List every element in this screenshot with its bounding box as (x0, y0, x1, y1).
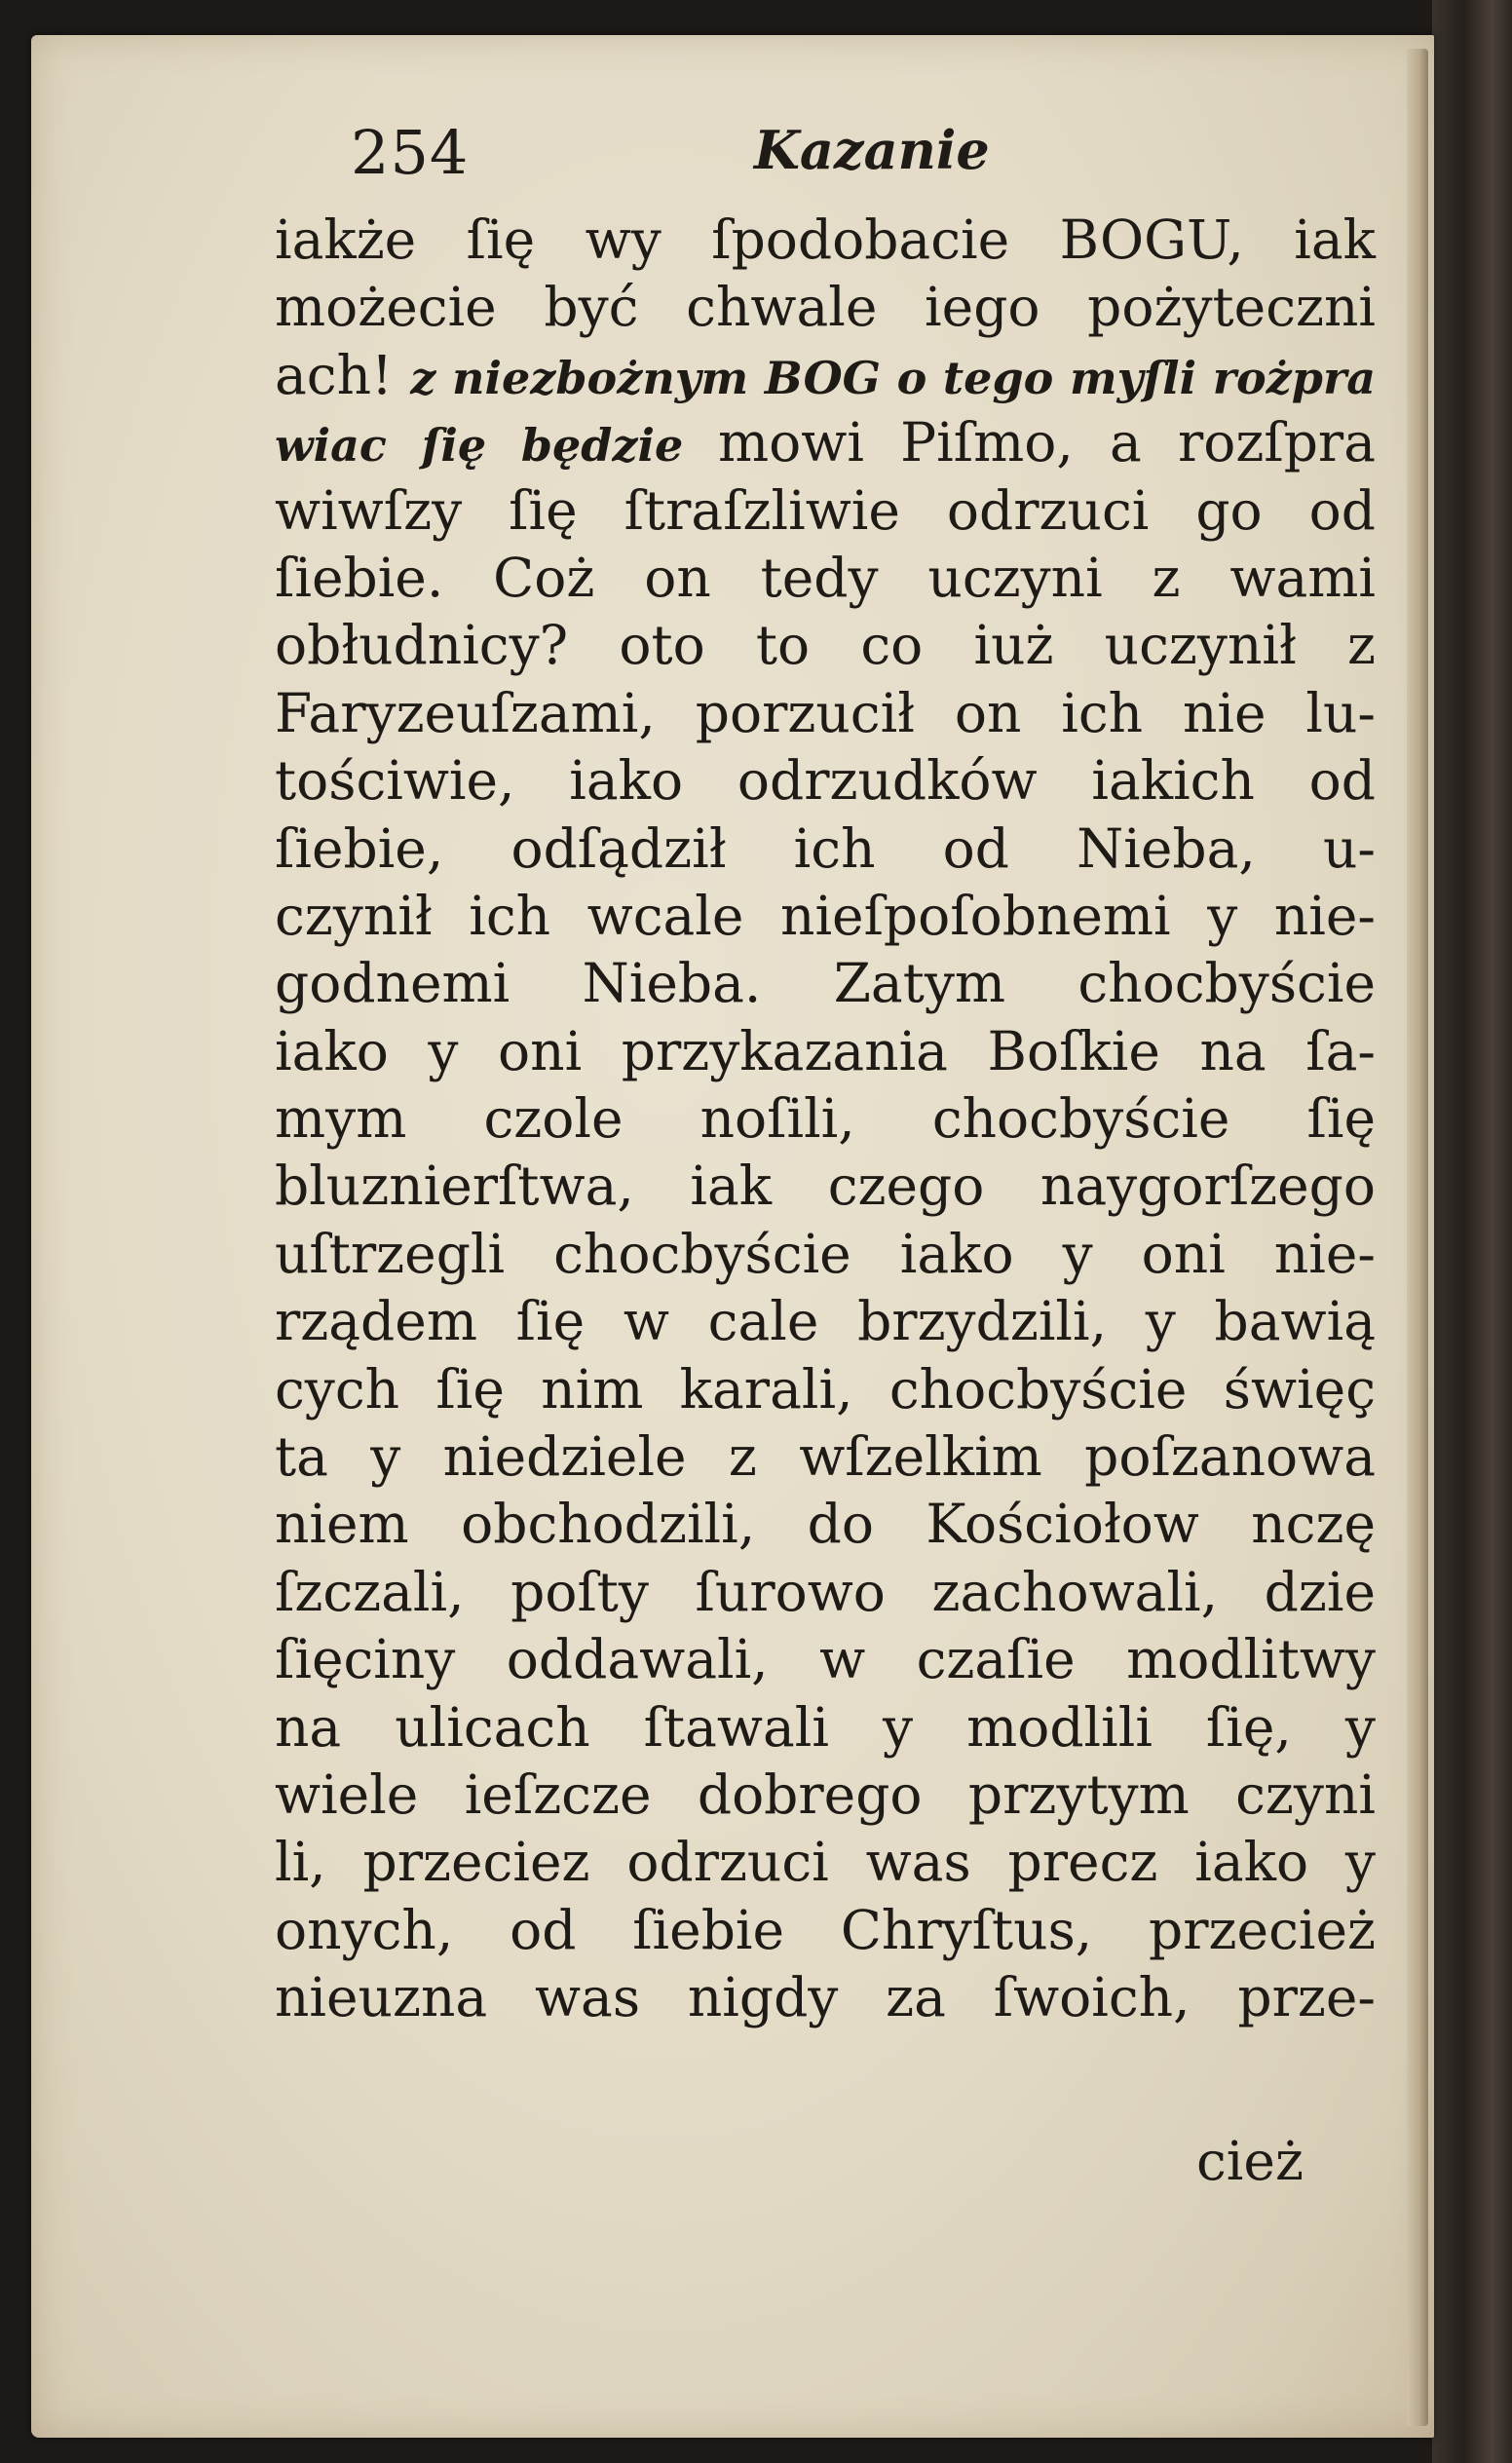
text-line: wiwſzy ſię ſtraſzliwie odrzuci go od (275, 478, 1376, 542)
text-line: li, przeciez odrzuci was precz iako y (275, 1831, 1376, 1894)
italic-text-segment: wiac ſię będzie (275, 419, 719, 473)
text-line: mym czole noſili, chocbyście ſię (275, 1087, 1376, 1151)
text-line: iakże ſię wy ſpodobacie BOGU, iak (275, 208, 1376, 271)
text-line (275, 409, 1376, 476)
text-line: ſiebie. Coż on tedy uczyni z wami (275, 546, 1376, 609)
text-segment: mowi Piſmo, a rozſpra (718, 411, 1377, 474)
page-edge (1407, 49, 1428, 2426)
text-line: wiele ieſzcze dobrego przytym czyni (275, 1762, 1376, 1826)
text-line (275, 342, 1376, 409)
text-line: możecie być chwale iego pożyteczni (275, 276, 1376, 339)
text-line: ta y niedziele z wſzelkim poſzanowa (275, 1425, 1376, 1489)
text-line: niem obchodzili, do Kościołow nczę (275, 1493, 1376, 1556)
italic-text-segment: z niezbożnym BOG o tego myſli rożpra (410, 351, 1377, 404)
text-line: obłudnicy? oto to co iuż uczynił z (275, 614, 1376, 677)
text-line: uſtrzegli chocbyście iako y oni nie- (275, 1222, 1376, 1285)
text-line: godnemi Nieba. Zatym chocbyście (275, 952, 1376, 1015)
catchword: cież (1196, 2130, 1304, 2192)
page-header (0, 117, 1512, 195)
text-line: na ulicach ſtawali y modlili ſię, y (275, 1695, 1376, 1759)
book-spine (1432, 0, 1512, 2463)
text-line: iako y oni przykazania Boſkie na ſa- (275, 1019, 1376, 1082)
text-line: rządem ſię w cale brzydzili, y bawią (275, 1290, 1376, 1353)
body-text (275, 207, 1376, 2032)
text-line: bluznierſtwa, iak czego naygorſzego (275, 1155, 1376, 1218)
text-line: ſzczali, poſty ſurowo zachowali, dzie (275, 1560, 1376, 1623)
page-number: 254 (351, 117, 470, 188)
text-line: cych ſię nim karali, chocbyście święç (275, 1357, 1376, 1421)
text-line: czynił ich wcale nieſpoſobnemi y nie- (275, 884, 1376, 947)
text-line: tościwie, iako odrzudków iakich od (275, 749, 1376, 813)
running-title: Kazanie (754, 119, 990, 181)
text-line: onych, od ſiebie Chryſtus, przecież (275, 1898, 1376, 1961)
text-line: ſiebie, odſądził ich od Nieba, u- (275, 816, 1376, 880)
text-segment: ach! (275, 343, 411, 406)
text-line: ſięciny oddawali, w czaſie modlitwy (275, 1628, 1376, 1691)
text-line: nieuzna was nigdy za ſwoich, prze- (275, 1966, 1376, 2029)
text-line: Faryzeuſzami, porzucił on ich nie lu- (275, 681, 1376, 744)
